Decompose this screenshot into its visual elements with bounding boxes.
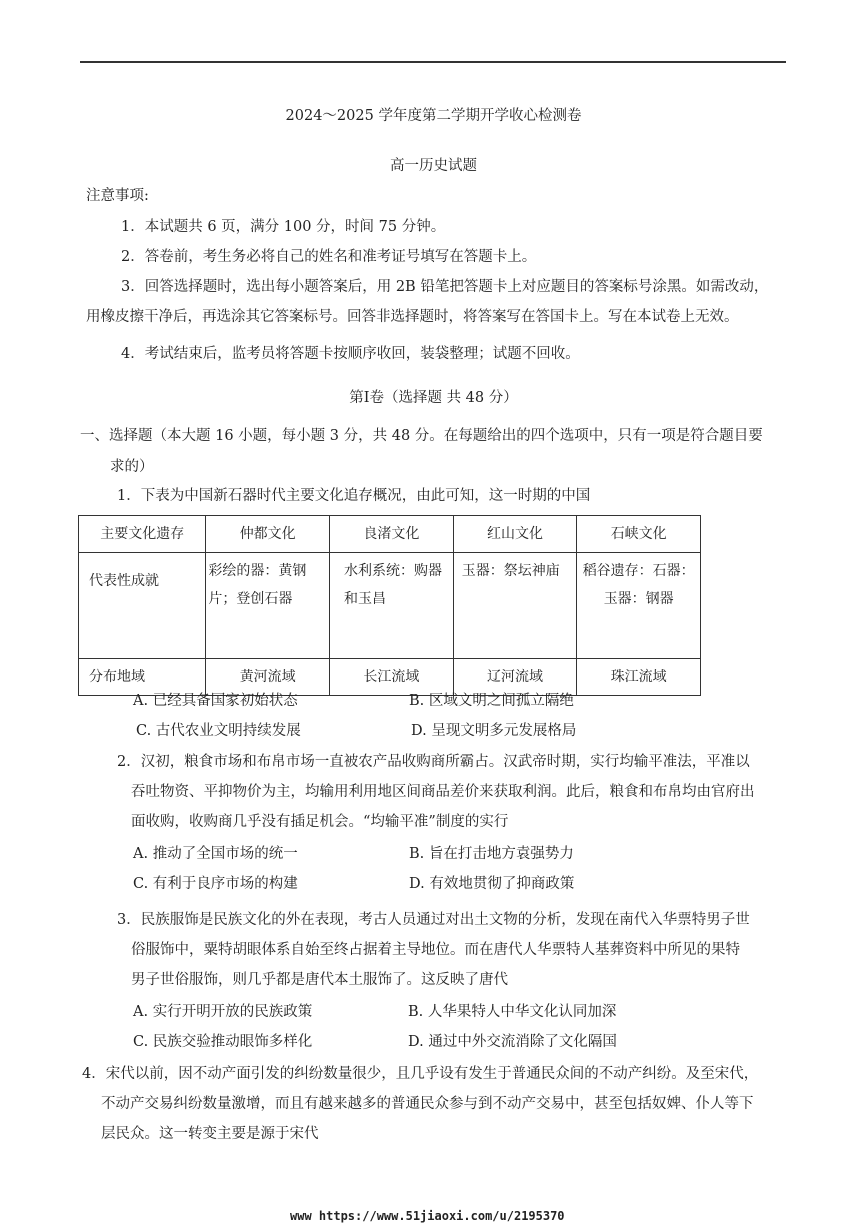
q2-option-c: C. 有利于良序市场的构建: [133, 876, 298, 892]
table-header-cell: 良渚文化: [329, 516, 453, 553]
q3-option-d: D. 通过中外交流消除了文化隔国: [408, 1034, 617, 1050]
exam-subject: 高一历史试题: [390, 158, 477, 174]
table-header-cell: 主要文化遗存: [79, 516, 206, 553]
table-row: [79, 553, 701, 659]
section-instruction: 一、选择题（本大题 16 小题，每小题 3 分，共 48 分。在每题给出的四个选项中，只有一项是符合题目要: [80, 428, 763, 444]
note-item-3: 3．回答选择题时，选出每小题答案后，用 2B 铅笔把答题卡上对应题目的答案标号涂黑。如需改动，: [121, 279, 769, 295]
q2-option-d: D. 有效地贯彻了抑商政策: [409, 876, 575, 892]
question-3-line-2: 俗服饰中，粟特胡眼体系自始至终占据着主导地位。而在唐代人华票特人基葬资料中所见的果特: [131, 942, 740, 958]
section-title: 第Ⅰ卷（选择题 共 48 分）: [349, 390, 518, 406]
table-cell: 稻谷遗存：石器：玉器：钢器: [577, 553, 701, 659]
table-cell: 辽河流域: [453, 659, 577, 696]
q3-option-c: C. 民族交验推动眼饰多样化: [133, 1034, 313, 1050]
q1-option-a: A. 已经具备国家初始状态: [133, 693, 298, 709]
q1-option-c: C. 古代农业文明持续发展: [136, 723, 301, 739]
question-4-line-2: 不动产交易纠纷数量激增，而且有越来越多的普通民众参与到不动产交易中，甚至包括奴婢、仆人等下: [101, 1096, 754, 1112]
table-cell: 水利系统：购器和玉昌: [329, 553, 453, 659]
table-cell: 代表性成就: [79, 553, 206, 659]
section-instruction-cont: 求的）: [110, 459, 154, 475]
q1-option-d: D. 呈现文明多元发展格局: [411, 723, 577, 739]
question-3-line-1: 3．民族服饰是民族文化的外在表现，考古人员通过对出土文物的分析，发现在南代入华票特男子世: [117, 912, 750, 928]
note-item-4: 4．考试结束后，监考员将答题卡按顺序收回，装袋整理；试题不回收。: [121, 346, 580, 362]
q3-option-b: B. 人华果特人中华文化认同加深: [408, 1004, 617, 1020]
note-item-2: 2．答卷前，考生务必将自己的姓名和准考证号填写在答题卡上。: [121, 249, 537, 265]
table-row: [79, 516, 701, 553]
question-3-line-3: 男子世俗服饰，则几乎都是唐代本土服饰了。这反映了唐代: [131, 972, 508, 988]
table-cell: 彩绘的器：黄钢片；登创石器: [206, 553, 330, 659]
footer-url: www https://www.51jiaoxi.com/u/2195370: [290, 1209, 565, 1223]
table-cell: 黄河流域: [206, 659, 330, 696]
question-2-line-3: 面收购，收购商几乎没有插足机会。“均输平准”制度的实行: [131, 814, 509, 830]
table-header-cell: 仲都文化: [206, 516, 330, 553]
question-1-stem: 1．下表为中国新石器时代主要文化追存概况，由此可知，这一时期的中国: [117, 488, 591, 504]
table-header-cell: 石峡文化: [577, 516, 701, 553]
question-4-line-1: 4．宋代以前，因不动产面引发的纠纷数量很少，且几乎设有发生于普通民众间的不动产纠纷。及至宋代，: [82, 1066, 759, 1082]
q2-option-b: B. 旨在打击地方袁强势力: [409, 846, 574, 862]
question-4-line-3: 层民众。这一转变主要是源于宋代: [101, 1126, 319, 1142]
q3-option-a: A. 实行开明开放的民族政策: [133, 1004, 313, 1020]
culture-table: [78, 515, 701, 696]
q1-option-b: B. 区域文明之间孤立隔绝: [409, 693, 574, 709]
table-cell: 分布地域: [79, 659, 206, 696]
notes-heading: 注意事项:: [86, 188, 149, 204]
table-row: [79, 659, 701, 696]
table-header-cell: 红山文化: [453, 516, 577, 553]
q2-option-a: A. 推动了全国市场的统一: [133, 846, 298, 862]
table-cell: 长江流域: [329, 659, 453, 696]
note-item-1: 1．本试题共 6 页，满分 100 分，时间 75 分钟。: [121, 219, 446, 235]
table-cell: 珠江流域: [577, 659, 701, 696]
top-rule: [80, 61, 786, 63]
table-cell: 玉器：祭坛神庙: [453, 553, 577, 659]
note-item-3-cont: 用橡皮擦干净后，再选涂其它答案标号。回答非选择题时，将答案写在答国卡上。写在本试卷上无效。: [86, 309, 739, 325]
exam-title: 2024～2025 学年度第二学期开学收心检测卷: [285, 108, 582, 124]
question-2-line-1: 2．汉初，粮食市场和布帛市场一直被农产品收购商所霸占。汉武帝时期，实行均输平准法，平准以: [117, 754, 750, 770]
question-2-line-2: 吞吐物资、平抑物价为主，均输用利用地区间商品差价来获取利润。此后，粮食和布帛均由官府出: [131, 784, 755, 800]
